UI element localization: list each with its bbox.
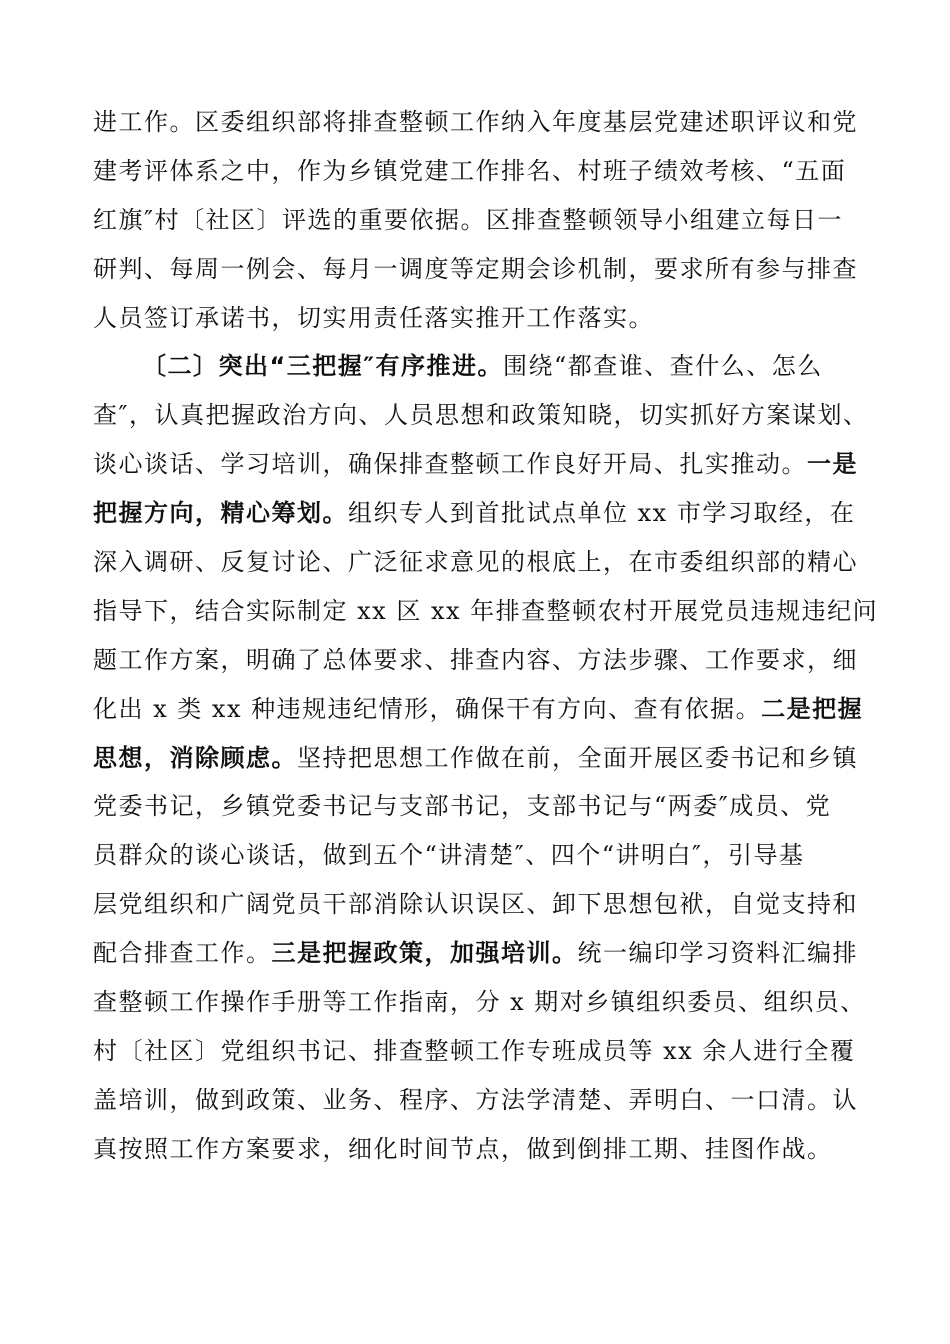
document-body bbox=[93, 98, 879, 1174]
text-line bbox=[93, 391, 873, 440]
body-text: 员群众的谈心谈话，做到五个“讲清楚″、四个“讲明白″，引导基 bbox=[93, 841, 805, 870]
body-text: 围绕“都查谁、查什么、怎么 bbox=[503, 352, 823, 381]
text-line bbox=[93, 1125, 873, 1174]
text-line bbox=[93, 489, 873, 538]
text-line bbox=[93, 440, 873, 489]
text-line bbox=[93, 929, 873, 978]
body-text: 指导下，结合实际制定 xx 区 xx 年排查整顿农村开展党员违规违纪问 bbox=[93, 596, 879, 625]
body-text: 层党组织和广阔党员干部消除认识误区、卸下思想包袱，自觉支持和 bbox=[93, 890, 858, 919]
text-line bbox=[93, 782, 873, 831]
bold-text: 〔二〕突出“三把握″有序推进。 bbox=[142, 352, 503, 381]
text-line bbox=[93, 734, 873, 783]
body-text: 盖培训，做到政策、业务、程序、方法学清楚、弄明白、一口清。认 bbox=[93, 1085, 858, 1114]
text-line bbox=[93, 978, 873, 1027]
text-line bbox=[93, 538, 873, 587]
text-line bbox=[93, 587, 879, 636]
body-text: 深入调研、反复讨论、广泛征求意见的根底上，在市委组织部的精心 bbox=[93, 548, 858, 577]
body-text: 建考评体系之中，作为乡镇党建工作排名、村班子绩效考核、“五面 bbox=[93, 156, 847, 185]
text-line bbox=[93, 294, 873, 343]
text-line bbox=[93, 1076, 873, 1125]
text-line bbox=[93, 147, 873, 196]
body-text: 谈心谈话、学习培训，确保排查整顿工作良好开局、扎实推动。 bbox=[93, 450, 807, 479]
text-line bbox=[93, 880, 873, 929]
bold-text: 二是把握 bbox=[761, 694, 864, 723]
text-line bbox=[93, 636, 873, 685]
bold-text: 思想，消除顾虑。 bbox=[93, 743, 297, 772]
body-text: 村〔社区〕党组织书记、排查整顿工作专班成员等 xx 余人进行全覆 bbox=[93, 1036, 856, 1065]
bold-text: 三是把握政策，加强培训。 bbox=[271, 939, 578, 968]
body-text: 查整顿工作操作手册等工作指南，分 x 期对乡镇组织委员、组织员、 bbox=[93, 988, 866, 1017]
bold-text: 把握方向，精心筹划。 bbox=[93, 499, 348, 528]
body-text: 研判、每周一例会、每月一调度等定期会诊机制，要求所有参与排查 bbox=[93, 254, 858, 283]
body-text: 红旗″村〔社区〕评选的重要依据。区排查整顿领导小组建立每日一 bbox=[93, 205, 843, 234]
body-text: 党委书记，乡镇党委书记与支部书记，支部书记与“两委″成员、党 bbox=[93, 792, 832, 821]
body-text: 题工作方案，明确了总体要求、排查内容、方法步骤、工作要求，细 bbox=[93, 645, 858, 674]
text-line bbox=[93, 342, 873, 391]
body-text: 化出 x 类 xx 种违规违纪情形，确保干有方向、查有依据。 bbox=[93, 694, 762, 723]
text-line bbox=[93, 831, 873, 880]
text-line bbox=[93, 98, 873, 147]
text-line bbox=[93, 1027, 873, 1076]
body-text: 坚持把思想工作做在前，全面开展区委书记和乡镇 bbox=[297, 743, 858, 772]
bold-text: 一是 bbox=[807, 450, 858, 479]
text-line bbox=[93, 685, 873, 734]
body-text: 配合排查工作。 bbox=[93, 939, 272, 968]
body-text: 进工作。区委组织部将排查整顿工作纳入年度基层党建述职评议和党 bbox=[93, 108, 858, 136]
text-line bbox=[93, 196, 873, 245]
body-text: 人员签订承诺书，切实用责任落实推开工作落实。 bbox=[93, 303, 654, 332]
body-text: 统一编印学习资料汇编排 bbox=[577, 939, 858, 968]
body-text: 真按照工作方案要求，细化时间节点，做到倒排工期、挂图作战。 bbox=[93, 1134, 833, 1163]
body-text: 组织专人到首批试点单位 xx 市学习取经，在 bbox=[348, 499, 856, 528]
text-line bbox=[93, 245, 873, 294]
body-text: 查″，认真把握政治方向、人员思想和政策知晓，切实抓好方案谋划、 bbox=[93, 401, 869, 430]
